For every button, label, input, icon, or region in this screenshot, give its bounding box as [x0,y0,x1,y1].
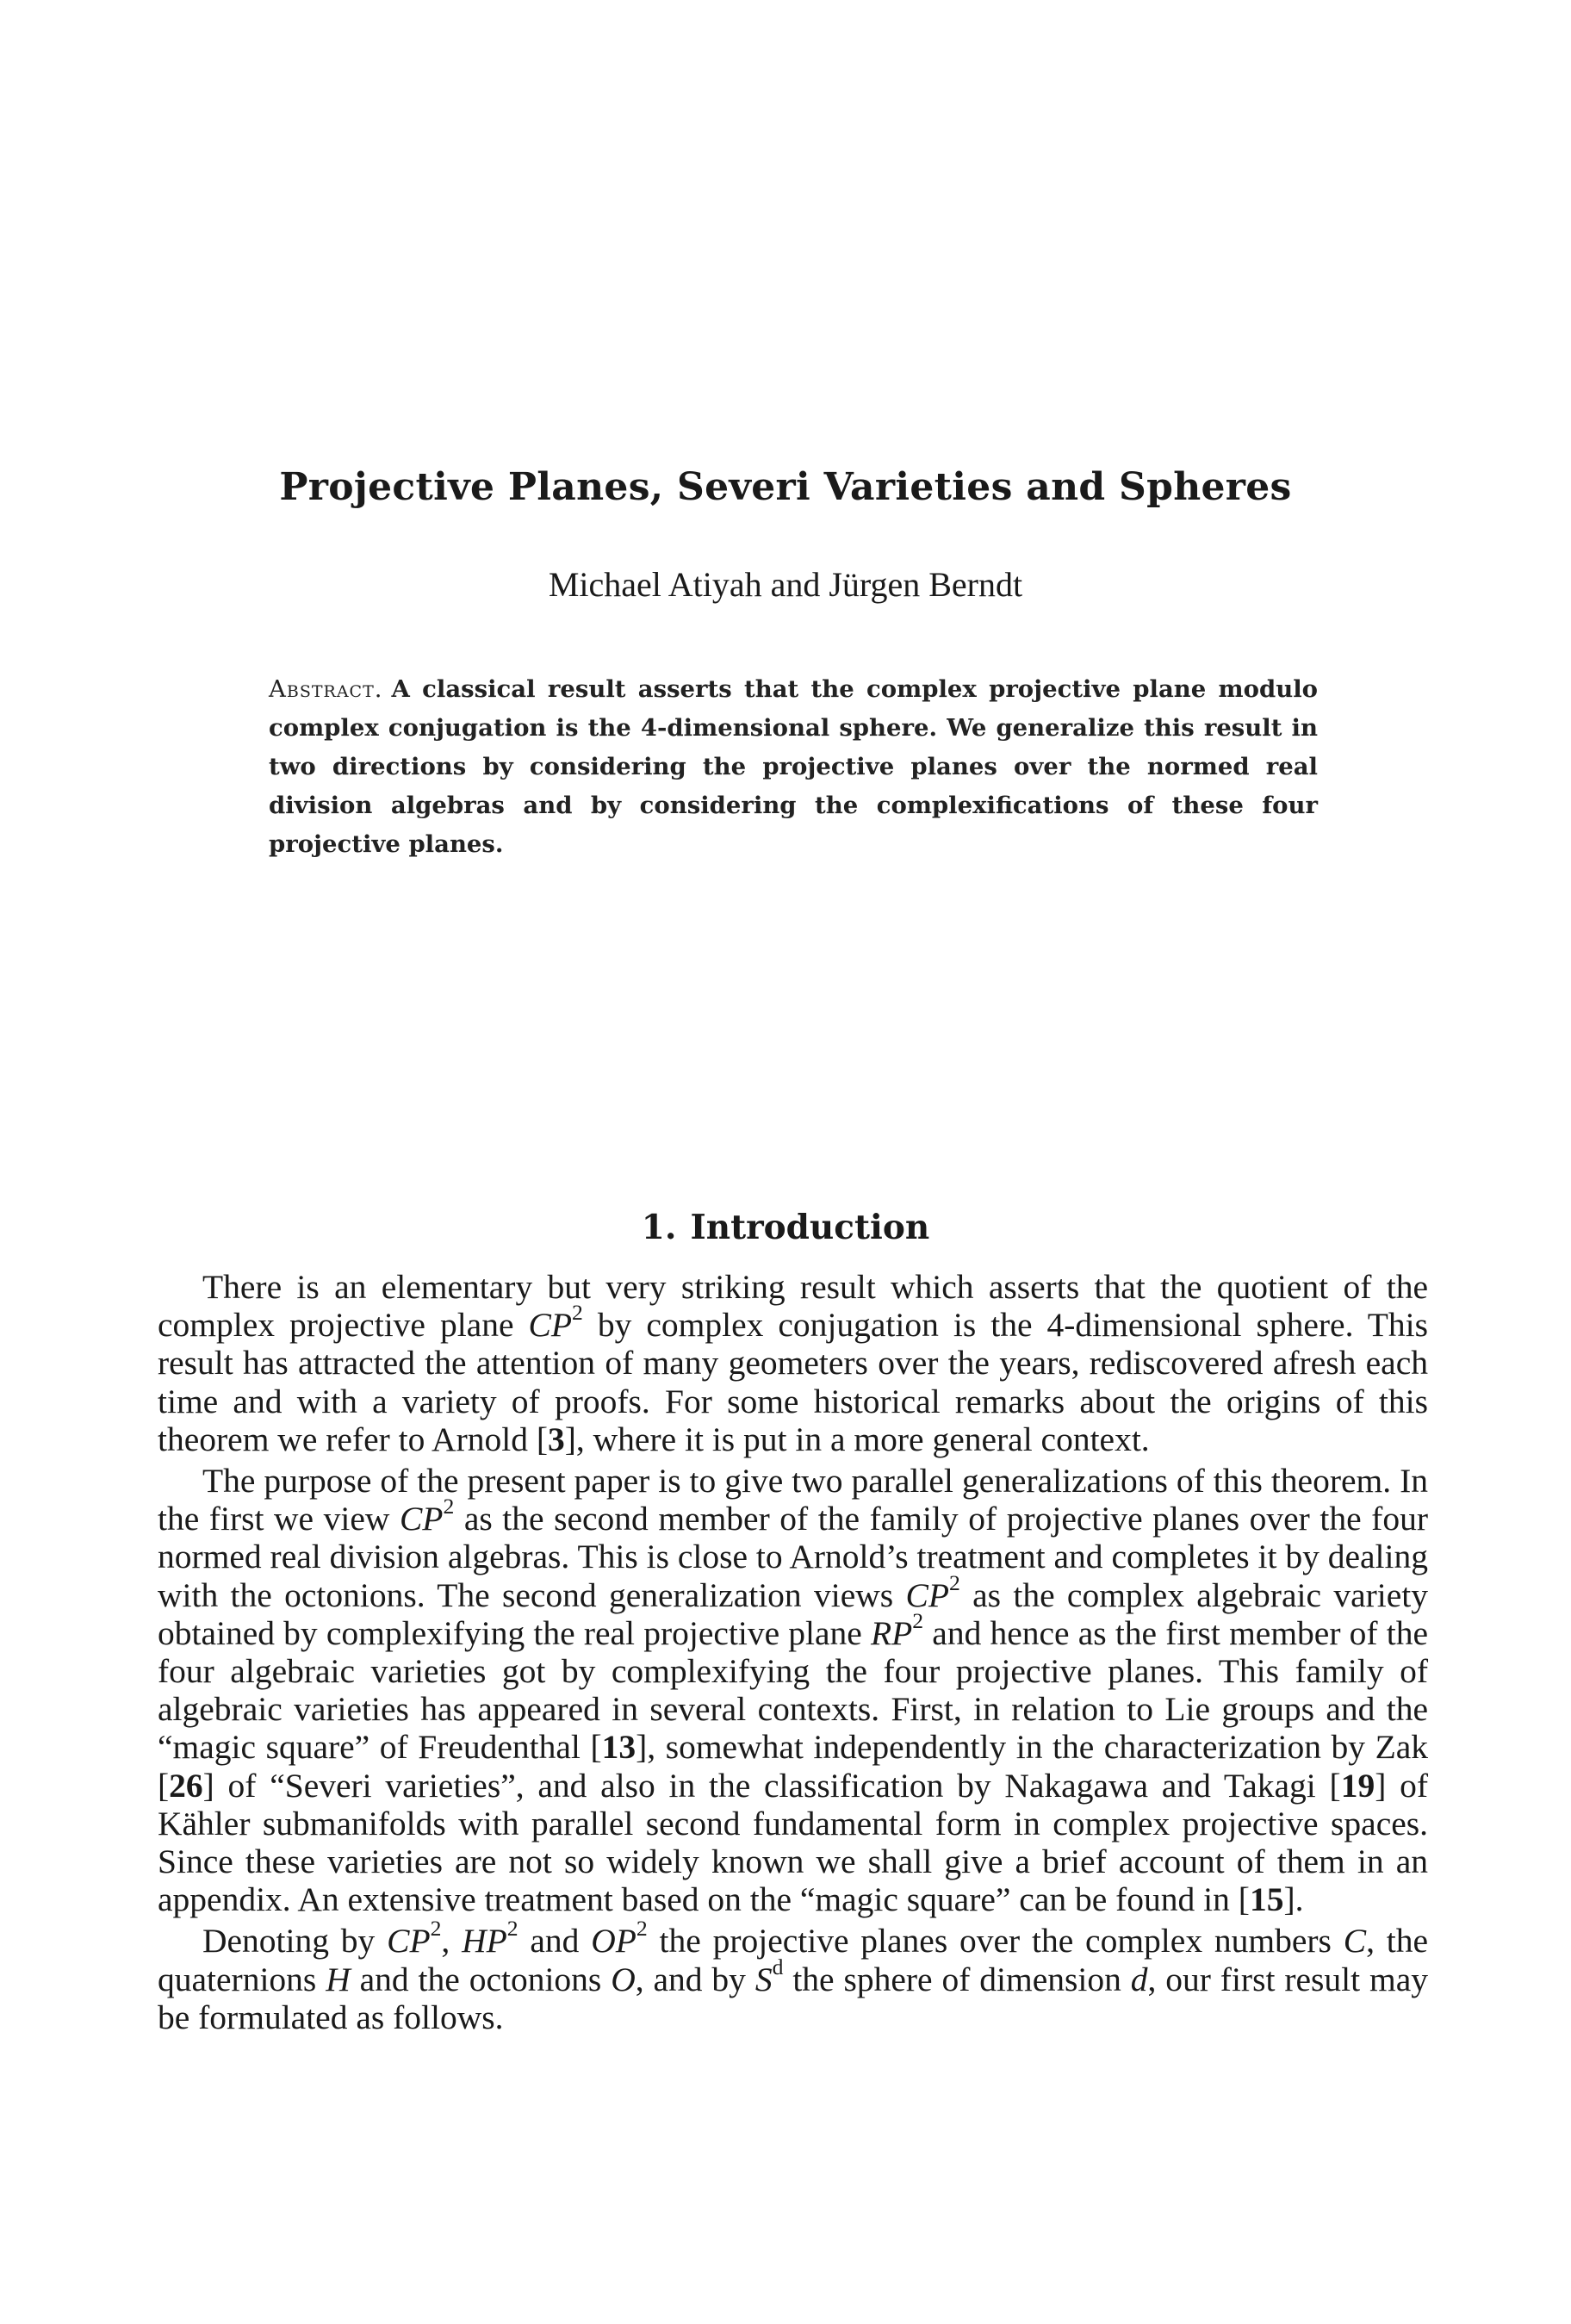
abstract [269,670,1318,864]
math-op2: $OP^2$ [591,1916,648,1960]
section-heading [0,1208,1571,1247]
text-run: Denoting by [202,1922,388,1960]
math-sd: $S^d$ [754,1954,784,1998]
text-run: ], where it is put in a more general context. [564,1420,1150,1458]
math-h: H [326,1960,351,1998]
paragraph-1 [158,1268,1428,1458]
math-cp2: $CP^2$ [399,1493,455,1538]
text-run: , and by [635,1960,755,1998]
text-run: ] of Kähler submanifolds with parallel second fundamental form in complex projective spaces. Since these varieties are not so widely known we shall give a brief account of them in an appendix. An extensive treatment based on the “magic square” can be found in [ [158,1766,1428,1919]
text-run: , the quaternions [158,1922,1428,1998]
math-o: O [611,1960,636,1998]
math-cp2: $CP^2$ [905,1569,960,1614]
abstract-text: A classical result asserts that the complex projective plane modulo complex conjugation is the 4-dimensional sphere. We generalize this result in two directions by considering the projective planes over the normed real division algebras and by considering the complexifications of these four projective planes. [269,675,1318,858]
citation-ref: 3 [547,1420,565,1458]
text-run: and the octonions [350,1960,612,1998]
math-hp2: $HP^2$ [462,1916,518,1960]
text-run: ], somewhat independently in the characterization by Zak [ [158,1728,1429,1805]
text-run: the sphere of dimension [783,1960,1131,1998]
text-run: as the complex algebraic variety obtained by complexifying the real projective plane [158,1575,1428,1652]
paragraph-2 [158,1462,1428,1918]
text-run: by complex conjugation is the 4-dimensional sphere. This result has attracted the attention of many geometers over the years, rediscovered afresh each time and with a variety of proofs. For some historical remarks about the origins of this theorem we refer to Arnold [ [158,1306,1428,1458]
paragraph-3 [158,1916,1428,2036]
paper-authors: Michael Atiyah and Jürgen Berndt [548,565,1023,604]
text-run: , our first result may be formulated as follows. [158,1960,1428,2036]
text-run: the projective planes over the complex numbers [647,1922,1344,1960]
citation-ref: 26 [169,1766,203,1805]
text-run: as the second member of the family of projective planes over the four normed real division algebras. This is close to Arnold’s treatment and completes it by dealing with the octonions. The second generalization views [158,1500,1428,1614]
text-run: and hence as the first member of the four algebraic varieties got by complexifying the four projective planes. This family of algebraic varieties has appeared in several contexts. First, in relation to Lie groups and the “magic square” of Freudenthal [ [158,1613,1428,1767]
text-run: and [518,1922,592,1960]
text-run: , [441,1922,463,1960]
citation-ref: 19 [1340,1766,1375,1805]
section-number: 1. [641,1208,677,1247]
math-c: C [1343,1922,1367,1960]
citation-ref: 15 [1249,1880,1284,1919]
math-cp2: $CP^2$ [387,1916,442,1960]
paper-title: Projective Planes, Severi Varieties and Spheres [279,465,1292,509]
text-run: The purpose of the present paper is to give two parallel generalizations of this theorem. In the first we view [158,1462,1428,1538]
body-text [158,1268,1428,2036]
math-cp2: $CP^2$ [528,1299,583,1345]
text-run: There is an elementary but very striking result which asserts that the quotient of the complex projective plane [158,1268,1428,1345]
math-d: d [1130,1960,1148,1998]
math-rp2: $RP^2$ [871,1607,924,1652]
text-run: ] of “Severi varieties”, and also in the classification by Nakagawa and Takagi [ [202,1766,1341,1805]
section-title: Introduction [690,1208,930,1247]
citation-ref: 13 [601,1728,636,1767]
text-run: ]. [1283,1880,1304,1919]
abstract-label: Abstract. [269,675,383,703]
